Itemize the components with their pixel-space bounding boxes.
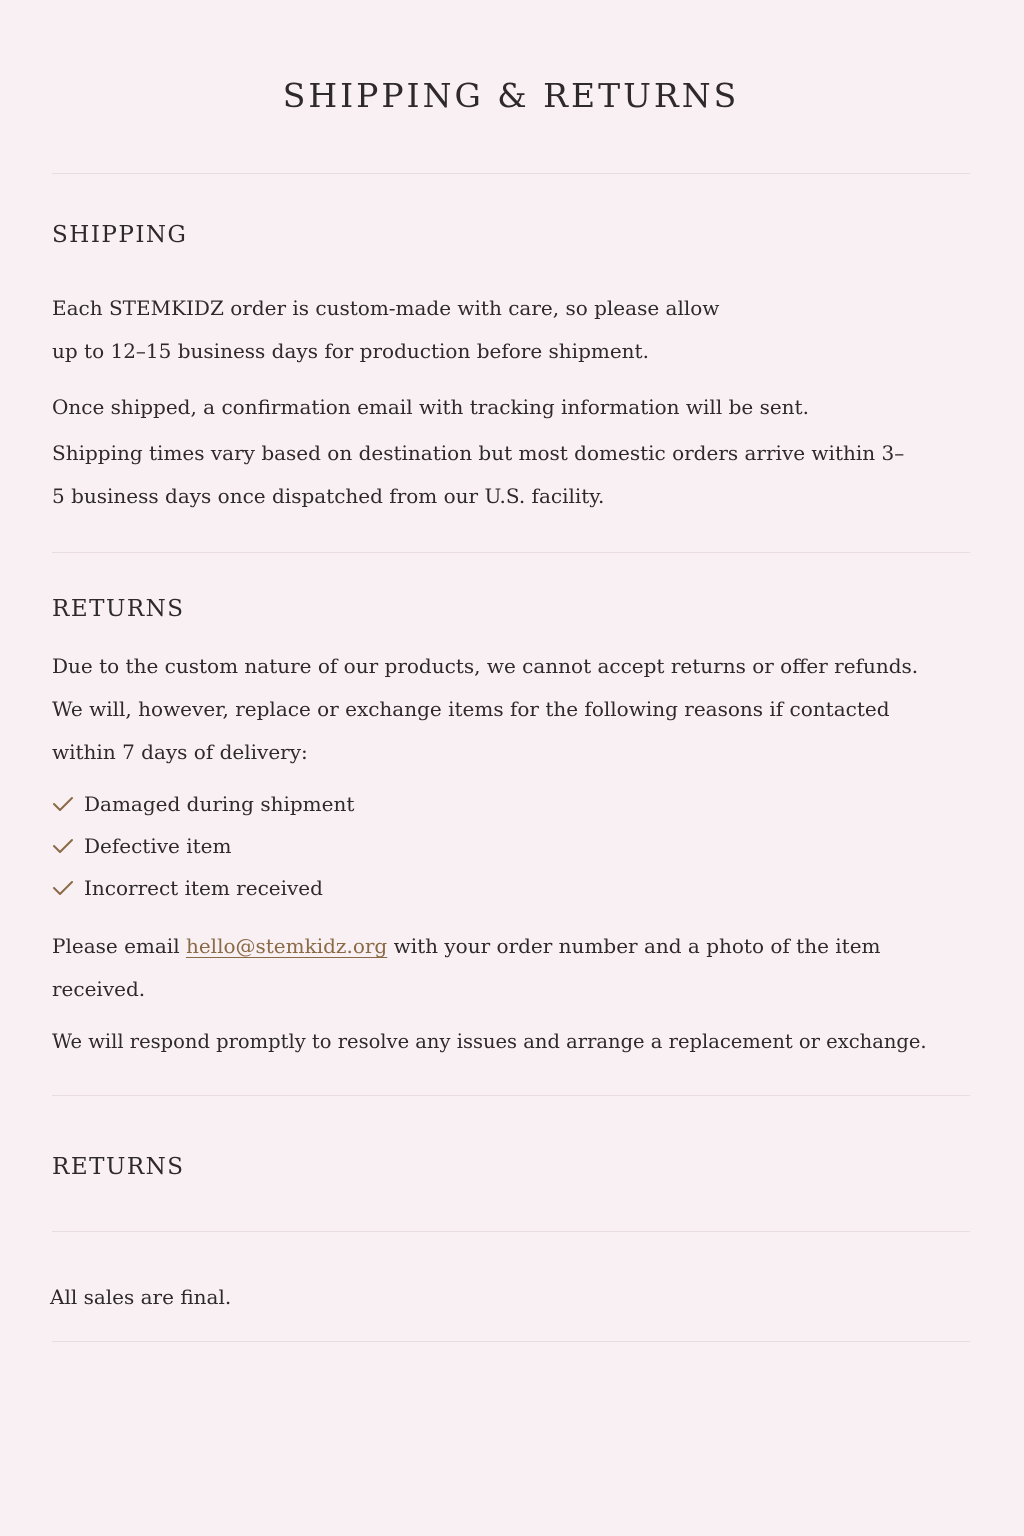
reason-label: Incorrect item received xyxy=(84,876,323,900)
divider xyxy=(52,552,970,553)
returns-contact xyxy=(52,925,952,1011)
final-sales-text: All sales are final. xyxy=(50,1285,232,1309)
returns-intro: Due to the custom nature of our products, we cannot accept returns or offer refunds. We will, however, replace or exchange items for the following reasons if contacted within 7 days of delivery: xyxy=(52,654,919,764)
returns-heading: RETURNS xyxy=(52,596,185,622)
shipping-paragraph-1 xyxy=(52,287,982,373)
list-item xyxy=(52,867,354,909)
check-icon xyxy=(52,879,74,897)
shipping-paragraph-3: Shipping times vary based on destination but most domestic orders arrive within 3–5 business days once dispatched from our U.S. facility. xyxy=(52,441,905,508)
shipping-paragraph-1-line-2: up to 12–15 business days for production before shipment. xyxy=(52,339,649,363)
shipping-paragraph-1-line-1: Each STEMKIDZ order is custom-made with care, so please allow xyxy=(52,296,720,320)
divider xyxy=(52,1095,970,1096)
page-title: SHIPPING & RETURNS xyxy=(282,76,740,115)
divider xyxy=(52,1231,970,1232)
contact-prefix: Please email xyxy=(52,934,186,958)
reason-label: Damaged during shipment xyxy=(84,792,355,816)
returns-reasons-list xyxy=(52,783,354,909)
check-icon xyxy=(52,837,74,855)
list-item xyxy=(52,783,354,825)
divider xyxy=(52,173,970,174)
returns-closing: We will respond promptly to resolve any issues and arrange a replacement or exchange. xyxy=(52,1030,927,1053)
shipping-heading: SHIPPING xyxy=(52,222,188,248)
final-returns-heading: RETURNS xyxy=(52,1154,185,1180)
list-item xyxy=(52,825,354,867)
shipping-paragraph-2: Once shipped, a confirmation email with tracking information will be sent. xyxy=(52,395,809,419)
check-icon xyxy=(52,795,74,813)
divider xyxy=(52,1341,970,1342)
reason-label: Defective item xyxy=(84,834,232,858)
email-link[interactable]: hello@stemkidz.org xyxy=(185,934,388,958)
contact-suffix: with your order number and a photo of the item received. xyxy=(52,934,881,1001)
